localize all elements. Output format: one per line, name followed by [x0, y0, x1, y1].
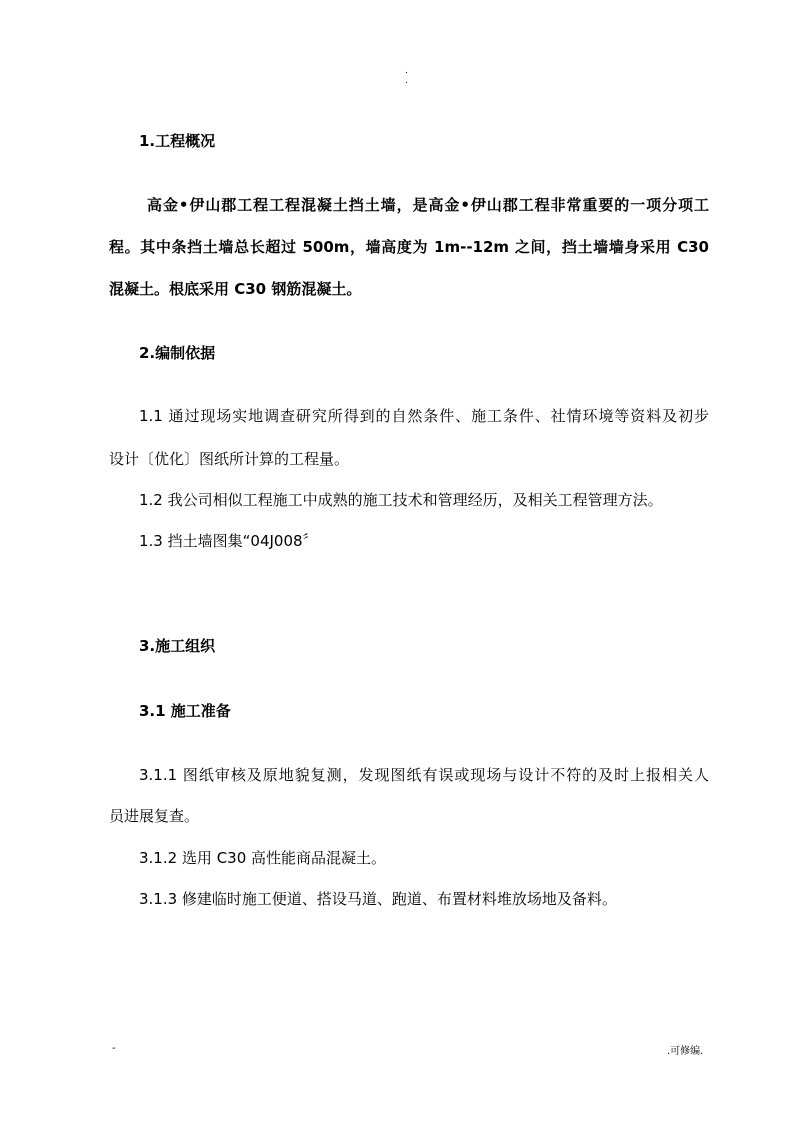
section-1-paragraph-line-2: 程。其中条挡土墙总长超过 500m，墙高度为 1m--12m 之间，挡土墙墙身采用 C30 — [109, 238, 709, 256]
footer-editable-note: .可修编. — [667, 1046, 704, 1057]
section-3-1-item-1-line-2: 员进展复查。 — [109, 807, 200, 825]
section-3-1-item-1-line-1: 3.1.1 图纸审核及原地貌复测，发现图纸有误或现场与设计不符的及时上报相关人 — [139, 766, 709, 784]
header-mark: . . — [405, 66, 408, 86]
section-2-item-1-line-1: 1.1 通过现场实地调查研究所得到的自然条件、施工条件、社情环境等资料及初步 — [139, 407, 709, 425]
section-3-1-item-2: 3.1.2 选用 C30 高性能商品混凝土。 — [139, 849, 387, 867]
section-2-item-1-line-2: 设计〔优化〕图纸所计算的工程量。 — [109, 450, 350, 468]
section-3-1-heading: 3.1 施工准备 — [139, 702, 231, 720]
section-1-paragraph-line-1: 高金•伊山郡工程工程混凝土挡土墙，是高金•伊山郡工程非常重要的一项分项工 — [147, 196, 709, 214]
section-1-paragraph-line-3: 混凝土。根底采用 C30 钢筋混凝土。 — [109, 280, 362, 298]
section-2-item-3: 1.3 挡土墙图集“04J008〞 — [139, 532, 318, 550]
section-2-heading: 2.编制依据 — [139, 344, 216, 362]
section-3-1-item-3: 3.1.3 修建临时施工便道、搭设马道、跑道、布置材料堆放场地及备料。 — [139, 890, 617, 908]
section-1-heading: 1.工程概况 — [139, 132, 216, 150]
section-3-heading: 3.施工组织 — [139, 637, 216, 655]
section-2-item-2: 1.2 我公司相似工程施工中成熟的施工技术和管理经历，及相关工程管理方法。 — [139, 491, 663, 509]
footer-left-mark: - — [112, 1043, 116, 1054]
